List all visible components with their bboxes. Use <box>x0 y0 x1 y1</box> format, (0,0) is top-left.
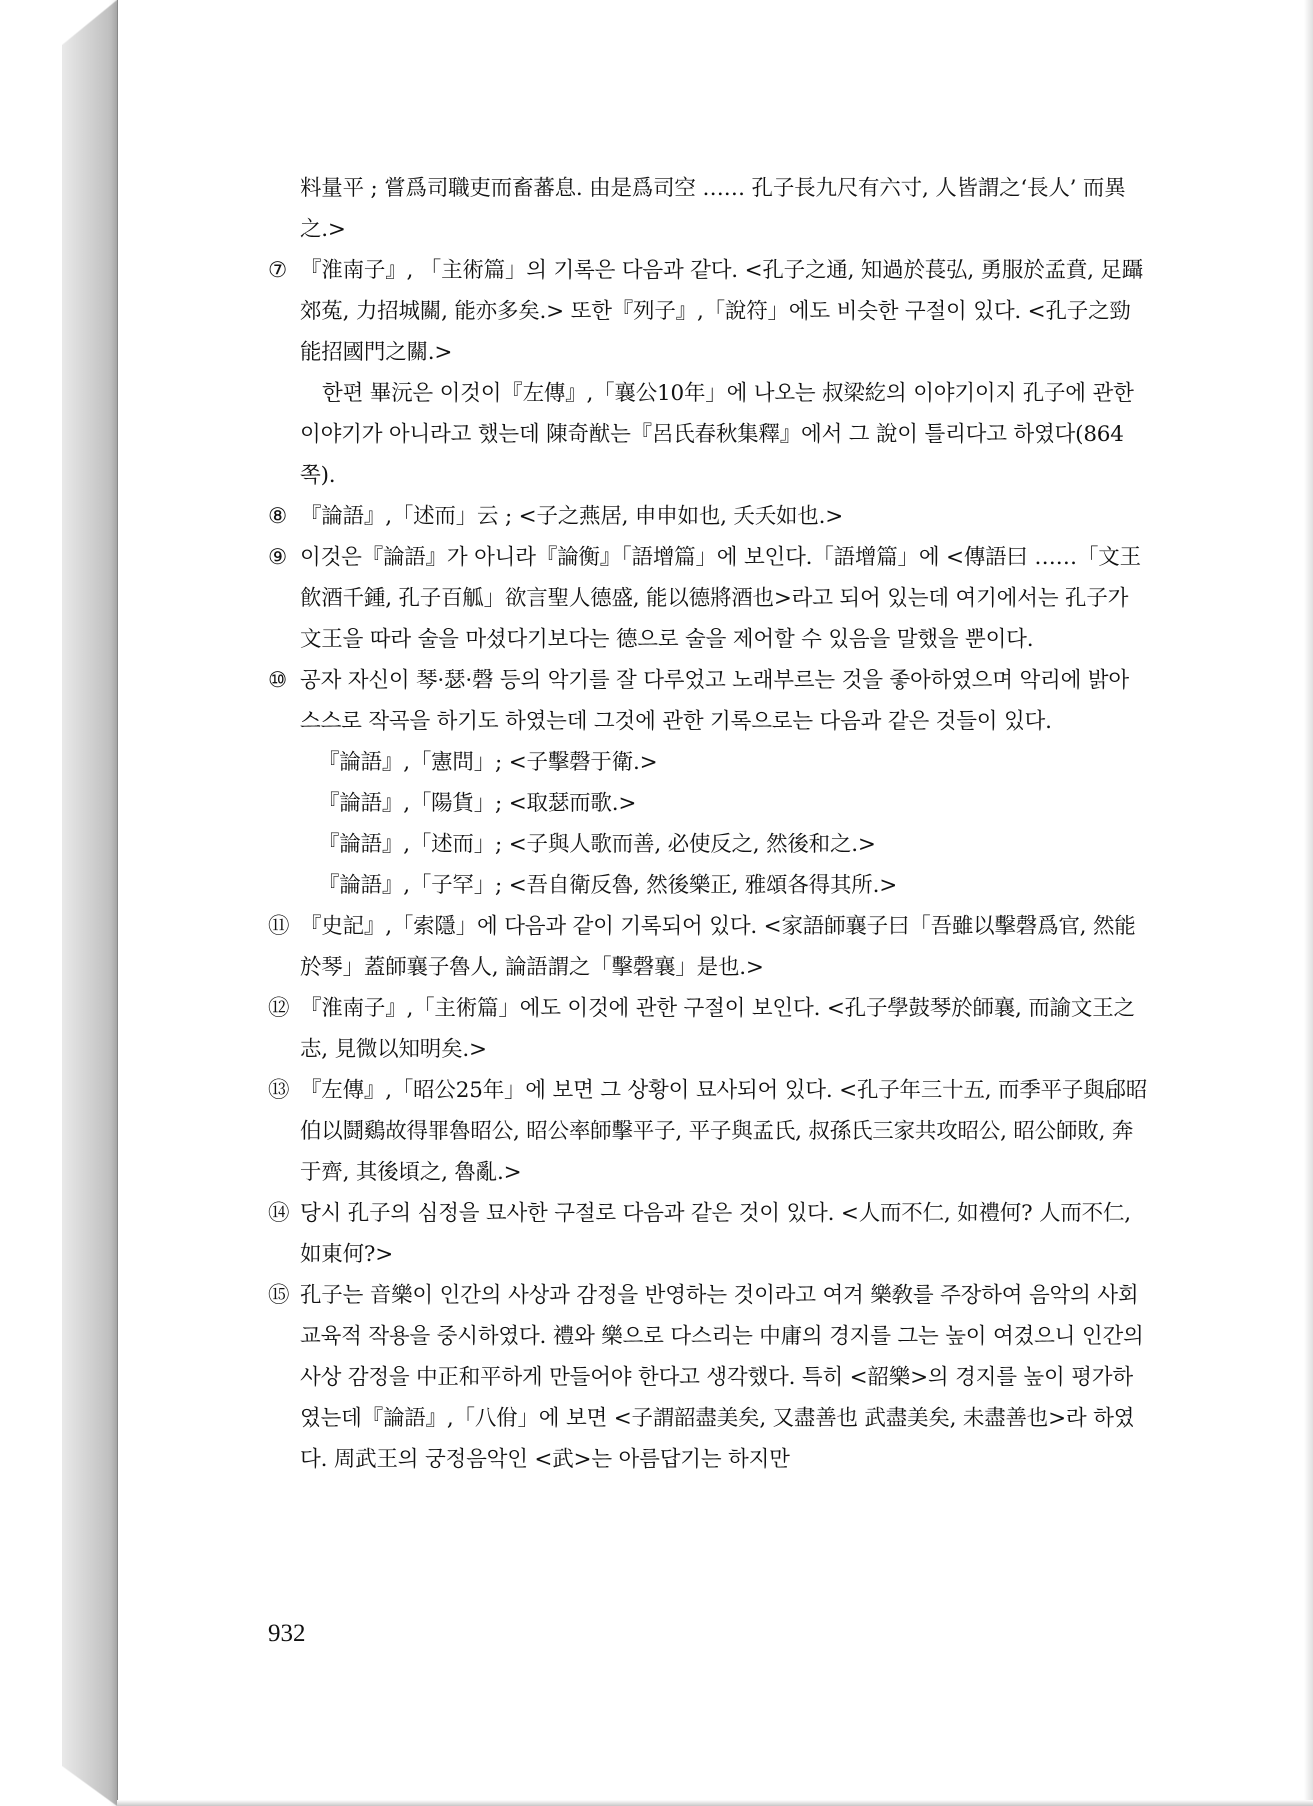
note-text: 『左傳』,「昭公25年」에 보면 그 상황이 묘사되어 있다. <孔子年三十五, 而季平子與郈昭伯以鬪鷄故得罪魯昭公, 昭公率師擊平子, 平子與孟氏, 叔孫氏三家共攻昭公, 昭公師敗, 奔于齊, 其後頃之, 魯亂.> <box>300 1078 1148 1185</box>
note-13 <box>268 1070 1150 1193</box>
page-bottom-shadow <box>117 1800 1313 1806</box>
note-text: 孔子는 音樂이 인간의 사상과 감정을 반영하는 것이라고 여겨 樂敎를 주장하여 음악의 사회교육적 작용을 중시하였다. 禮와 樂으로 다스리는 中庸의 경지를 그는 높이 여겼으니 인간의 사상 감정을 中正和平하게 만들어야 한다고 생각했다. 특히 <韶樂>의 경지를 높이 평가하였는데『論語』,「八佾」에 보면 <子謂韶盡美矣, 又盡善也 武盡美矣, 未盡善也>라 하였다. 周武王의 궁정음악인 <武>는 아름답기는 하지만 <box>300 1283 1144 1472</box>
book-bottom-bevel <box>62 1766 117 1806</box>
note-10 <box>268 660 1150 742</box>
continuation-paragraph: 料量平 ; 嘗爲司職吏而畜蕃息. 由是爲司空 …… 孔子長九尺有六寸, 人皆謂之‘長人’ 而異之.> <box>300 176 1126 242</box>
page-text-body <box>268 168 1150 1480</box>
note-number: ⑪ <box>268 914 290 939</box>
note-number: ⑮ <box>268 1283 290 1308</box>
note-number: ⑩ <box>268 668 288 693</box>
note-11 <box>268 906 1150 988</box>
page-number: 932 <box>268 1620 306 1647</box>
note-12 <box>268 988 1150 1070</box>
note-text: 『淮南子』, 「主術篇」의 기록은 다음과 같다. <孔子之通, 知過於萇弘, 勇服於孟賁, 足躡郊菟, 力招城關, 能亦多矣.> 또한『列子』,「說符」에도 비슷한 구절이 있다. <孔子之勁能招國門之關.> <box>300 258 1143 365</box>
note-text: 『論語』,「述而」云 ; <子之燕居, 申申如也, 夭夭如也.> <box>300 504 844 529</box>
note-7-continuation: 한편 畢沅은 이것이『左傳』,「襄公10年」에 나오는 叔梁紇의 이야기이지 孔子에 관한 이야기가 아니라고 했는데 陳奇猷는『呂氏春秋集釋』에서 그 說이 틀리다고 하였다(864쪽). <box>300 381 1134 488</box>
note-text: 당시 孔子의 심정을 묘사한 구절로 다음과 같은 것이 있다. <人而不仁, 如禮何? 人而不仁, 如東何?> <box>300 1201 1131 1267</box>
book-top-bevel <box>62 0 117 45</box>
note-8 <box>268 496 1150 537</box>
note-number: ⑨ <box>268 545 288 570</box>
note-number: ⑬ <box>268 1078 290 1103</box>
quote-line: 『論語』,「子罕」; <吾自衛反魯, 然後樂正, 雅頌各得其所.> <box>318 873 898 898</box>
note-number: ⑭ <box>268 1201 290 1226</box>
note-7 <box>268 250 1150 373</box>
note-number: ⑫ <box>268 996 290 1021</box>
quote-line: 『論語』,「述而」; <子與人歌而善, 必使反之, 然後和之.> <box>318 832 876 857</box>
note-number: ⑦ <box>268 258 288 283</box>
note-9 <box>268 537 1150 660</box>
note-text: 『史記』,「索隱」에 다음과 같이 기록되어 있다. <家語師襄子曰「吾雖以擊磬爲官, 然能於琴」蓋師襄子魯人, 論語謂之「擊磬襄」是也.> <box>300 914 1136 980</box>
note-14 <box>268 1193 1150 1275</box>
note-text: 『淮南子』,「主術篇」에도 이것에 관한 구절이 보인다. <孔子學鼓琴於師襄, 而諭文王之志, 見微以知明矣.> <box>300 996 1135 1062</box>
note-number: ⑧ <box>268 504 288 529</box>
page-right-shadow <box>1304 0 1313 1806</box>
note-15 <box>268 1275 1150 1480</box>
note-text: 공자 자신이 琴·瑟·磬 등의 악기를 잘 다루었고 노래부르는 것을 좋아하였으며 악리에 밝아 스스로 작곡을 하기도 하였는데 그것에 관한 기록으로는 다음과 같은 것들이 있다. <box>300 668 1129 734</box>
quote-line: 『論語』,「憲問」; <子擊磬于衛.> <box>318 750 658 775</box>
book-edge <box>62 0 117 1806</box>
note-text: 이것은『論語』가 아니라『論衡』「語增篇」에 보인다.「語增篇」에 <傳語曰 ……「文王飮酒千鍾, 孔子百觚」欲言聖人德盛, 能以德將酒也>라고 되어 있는데 여기에서는 孔子가 文王을 따라 술을 마셨다기보다는 德으로 술을 제어할 수 있음을 말했을 뿐이다. <box>300 545 1141 652</box>
quote-line: 『論語』,「陽貨」; <取瑟而歌.> <box>318 791 637 816</box>
